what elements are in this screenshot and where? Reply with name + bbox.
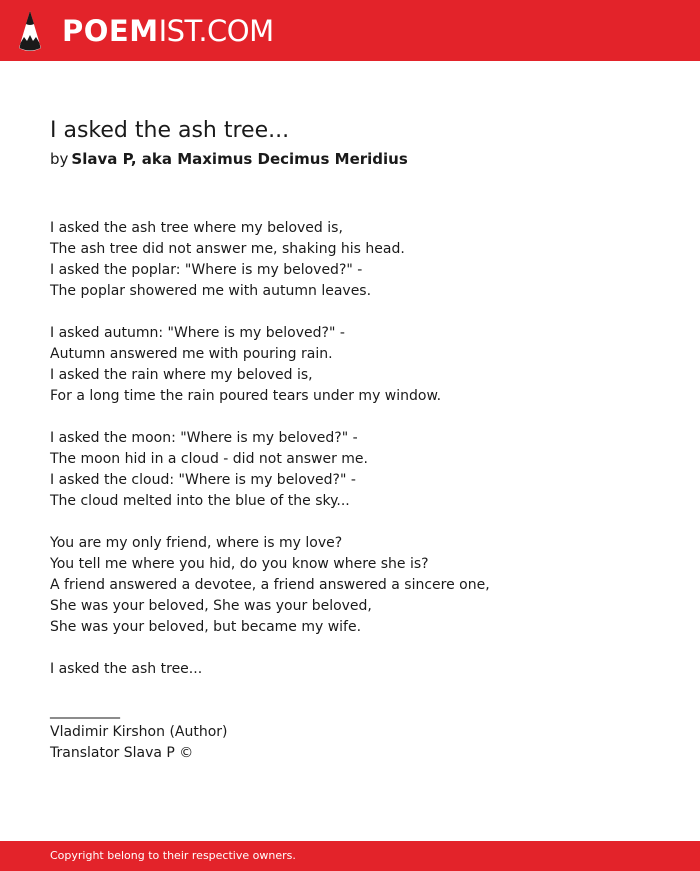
- poem-stanza: [50, 323, 670, 407]
- poem-line: She was your beloved, She was your beloved,: [50, 598, 372, 614]
- poem-line: A friend answered a devotee, a friend answered a sincere one,: [50, 577, 490, 593]
- site-logo[interactable]: [62, 13, 274, 49]
- poem-line: I asked the rain where my beloved is,: [50, 367, 313, 383]
- poem-line: For a long time the rain poured tears under my window.: [50, 388, 442, 404]
- poem-line: Translator Slava P ©: [50, 745, 194, 761]
- poem-line: __________: [50, 703, 120, 719]
- poem-line: I asked the moon: "Where is my beloved?" -: [50, 430, 358, 446]
- poem-line: Vladimir Kirshon (Author): [50, 724, 228, 740]
- poem-line: Autumn answered me with pouring rain.: [50, 346, 333, 362]
- poem-stanza: [50, 701, 670, 764]
- poem-line: I asked the ash tree...: [50, 661, 203, 677]
- poem-title: I asked the ash tree...: [50, 118, 290, 143]
- byline: [50, 148, 408, 170]
- poem-line: The moon hid in a cloud - did not answer me.: [50, 451, 368, 467]
- poem-line: I asked autumn: "Where is my beloved?" -: [50, 325, 345, 341]
- site-footer: [0, 841, 700, 871]
- poem-line: The cloud melted into the blue of the sky...: [50, 493, 350, 509]
- site-header: [0, 0, 700, 61]
- poem-line: I asked the cloud: "Where is my beloved?" -: [50, 472, 356, 488]
- poem-stanza: [50, 659, 670, 680]
- pencil-tip-icon[interactable]: [18, 10, 42, 52]
- logo-bold-text: POEM: [62, 14, 159, 48]
- logo-light-text: IST.COM: [158, 14, 274, 48]
- poem-line: I asked the poplar: "Where is my beloved?" -: [50, 262, 363, 278]
- poem-stanza: [50, 533, 670, 638]
- author-name: Slava P, aka Maximus Decimus Meridius: [71, 150, 408, 168]
- poem-line: You are my only friend, where is my love?: [50, 535, 343, 551]
- poem-line: The poplar showered me with autumn leaves.: [50, 283, 372, 299]
- poem-line: You tell me where you hid, do you know where she is?: [50, 556, 429, 572]
- poem-stanza: [50, 218, 670, 302]
- poem-line: She was your beloved, but became my wife.: [50, 619, 362, 635]
- byline-prefix: by: [50, 150, 69, 168]
- poem-line: The ash tree did not answer me, shaking his head.: [50, 241, 405, 257]
- copyright-notice: Copyright belong to their respective owners.: [50, 849, 296, 862]
- poem-line: I asked the ash tree where my beloved is,: [50, 220, 343, 236]
- poem-stanza: [50, 428, 670, 512]
- poem-body: [50, 218, 670, 785]
